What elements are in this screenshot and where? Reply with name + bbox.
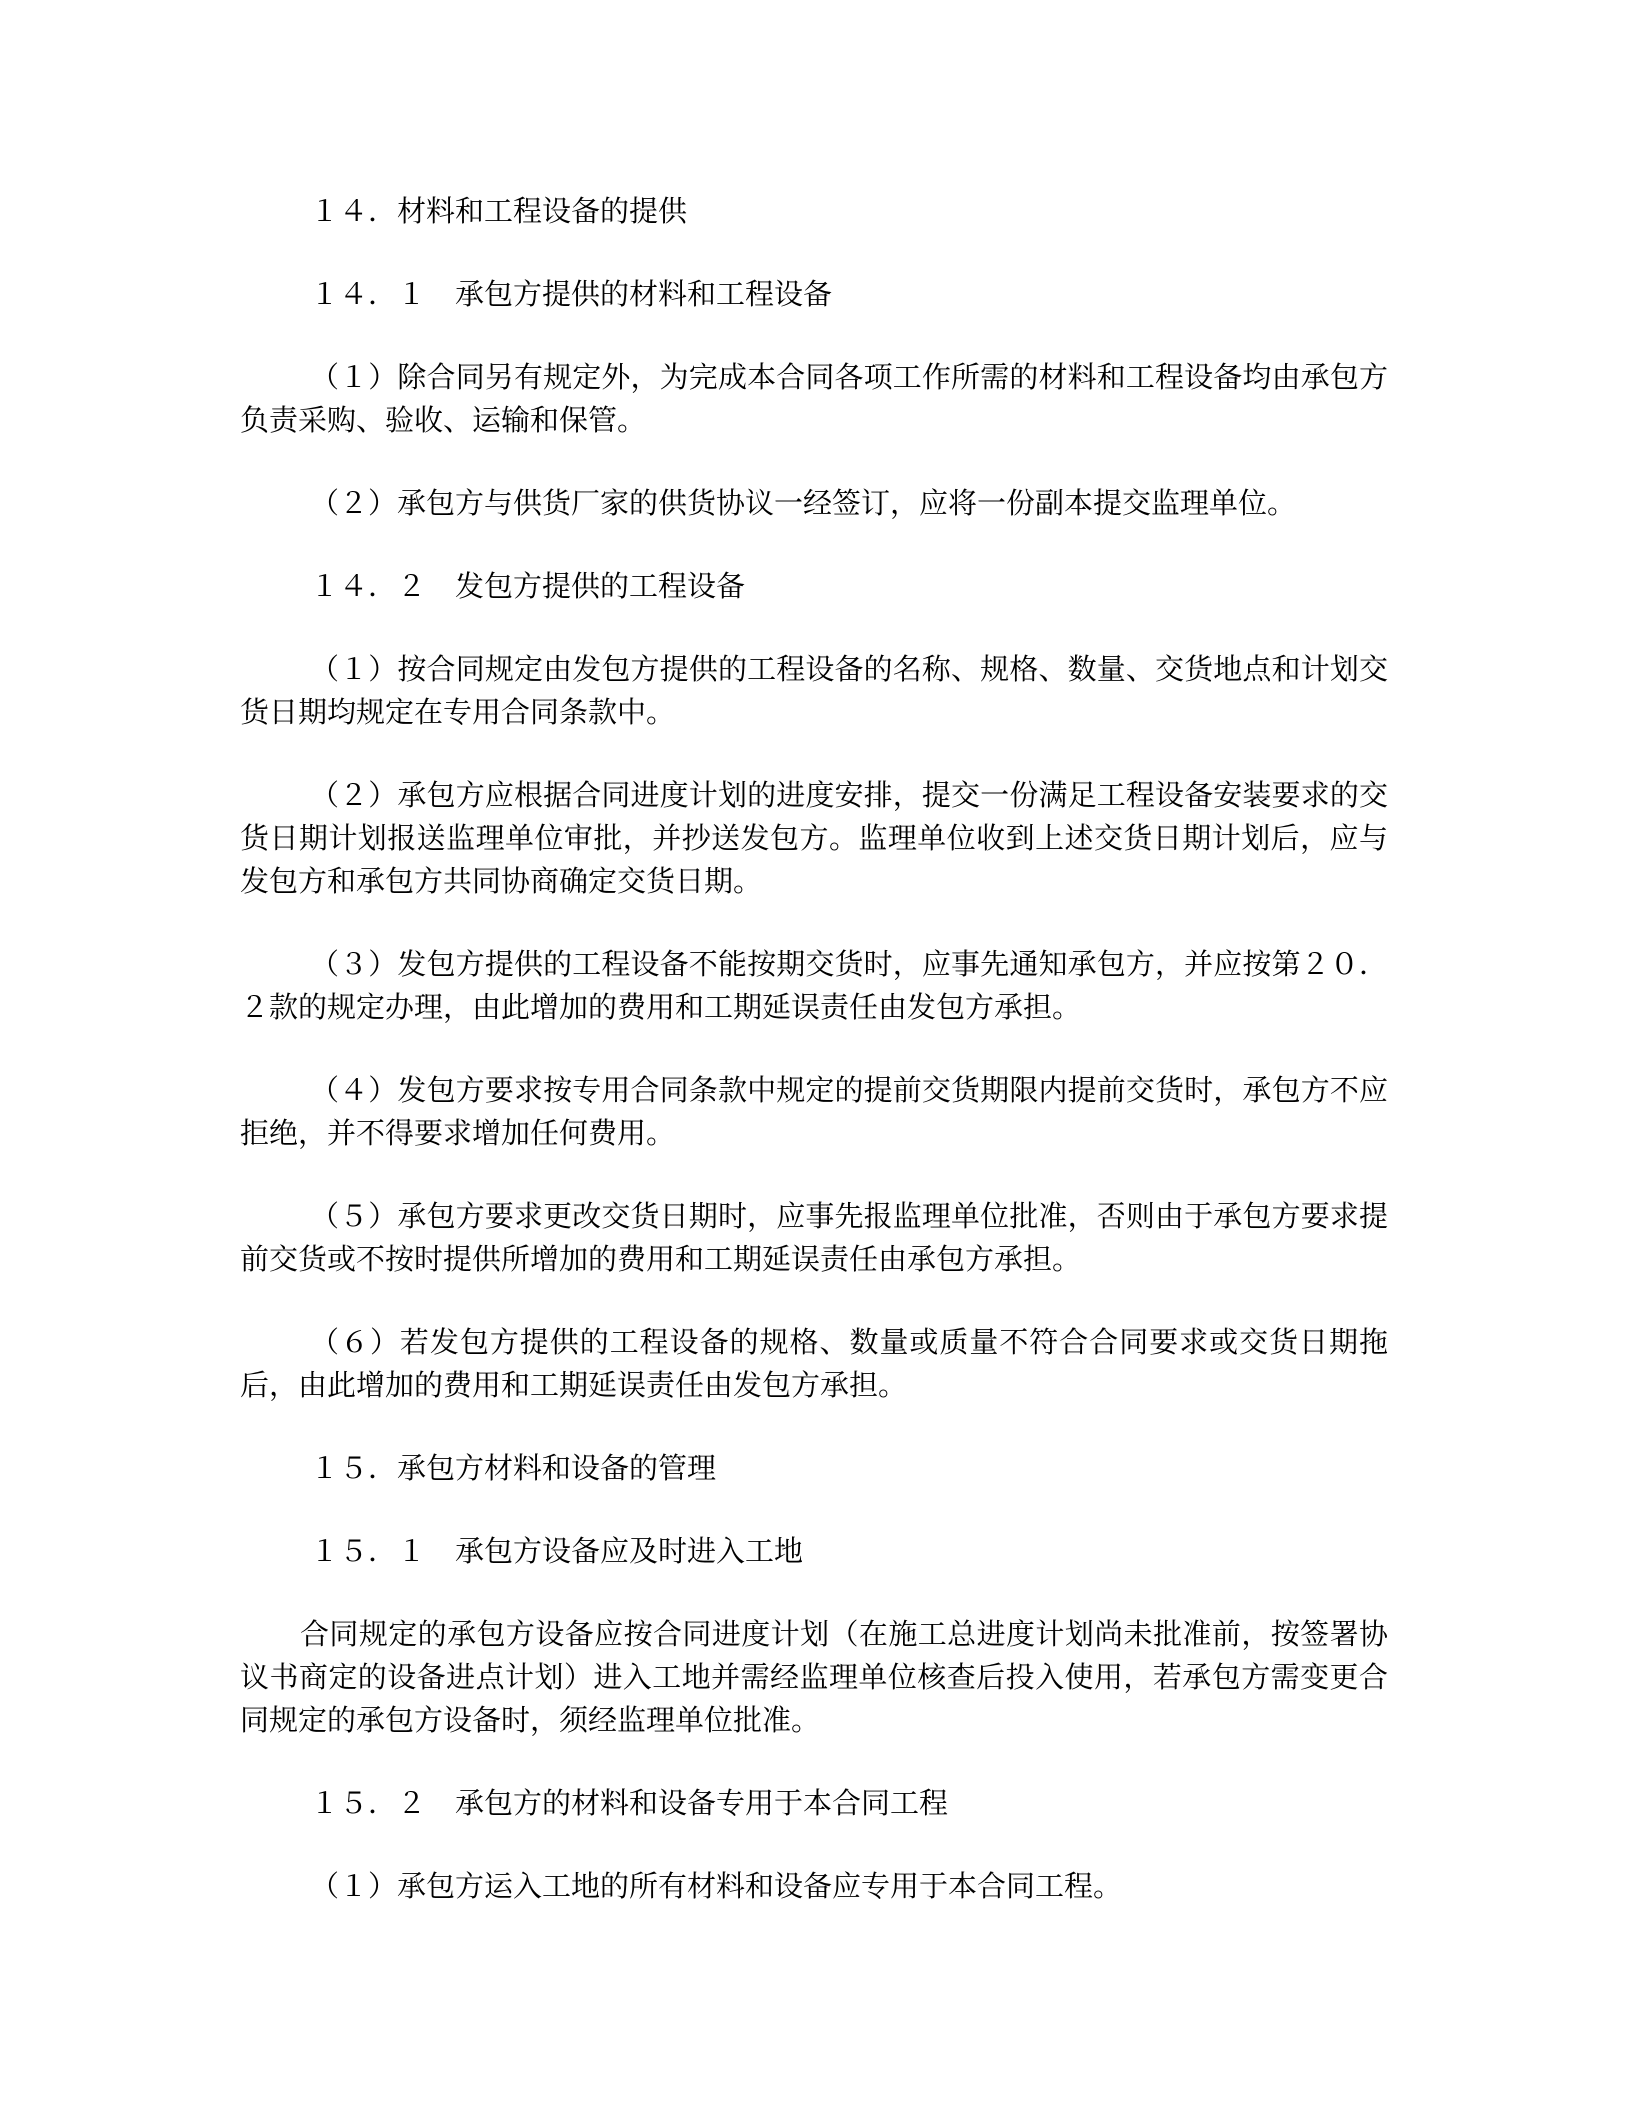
section-heading-15: １５．承包方材料和设备的管理 — [310, 1451, 717, 1485]
body-paragraph-14-2-4: （４）发包方要求按专用合同条款中规定的提前交货期限内提前交货时，承包方不应拒绝，并不得要求增加任何费用。 — [240, 1073, 1388, 1150]
document-page — [240, 190, 1388, 1948]
body-paragraph-14-2-5: （５）承包方要求更改交货日期时，应事先报监理单位批准，否则由于承包方要求提前交货或不按时提供所增加的费用和工期延误责任由承包方承担。 — [240, 1199, 1388, 1276]
subsection-heading-15-2: １５．２ 承包方的材料和设备专用于本合同工程 — [310, 1786, 949, 1820]
subsection-heading-14-1: １４．１ 承包方提供的材料和工程设备 — [310, 277, 833, 311]
subsection-heading-15-1: １５．１ 承包方设备应及时进入工地 — [310, 1534, 804, 1568]
body-paragraph-14-2-2: （２）承包方应根据合同进度计划的进度安排，提交一份满足工程设备安装要求的交货日期计划报送监理单位审批，并抄送发包方。监理单位收到上述交货日期计划后，应与发包方和承包方共同协商确定交货日期。 — [240, 778, 1388, 898]
section-heading-14: １４．材料和工程设备的提供 — [310, 194, 688, 228]
body-paragraph-14-1-2: （２）承包方与供货厂家的供货协议一经签订，应将一份副本提交监理单位。 — [310, 486, 1297, 520]
subsection-heading-14-2: １４．２ 发包方提供的工程设备 — [310, 569, 746, 603]
body-paragraph-14-2-3: （３）发包方提供的工程设备不能按期交货时，应事先通知承包方，并应按第２０．２款的规定办理，由此增加的费用和工期延误责任由发包方承担。 — [240, 947, 1388, 1024]
body-paragraph-14-1-1: （１）除合同另有规定外，为完成本合同各项工作所需的材料和工程设备均由承包方负责采购、验收、运输和保管。 — [240, 360, 1388, 437]
body-paragraph-14-2-1: （１）按合同规定由发包方提供的工程设备的名称、规格、数量、交货地点和计划交货日期均规定在专用合同条款中。 — [240, 652, 1388, 729]
body-paragraph-15-1: 合同规定的承包方设备应按合同进度计划（在施工总进度计划尚未批准前，按签署协议书商定的设备进点计划）进入工地并需经监理单位核查后投入使用，若承包方需变更合同规定的承包方设备时，须经监理单位批准。 — [240, 1617, 1388, 1737]
body-paragraph-15-2-1: （１）承包方运入工地的所有材料和设备应专用于本合同工程。 — [310, 1869, 1123, 1903]
body-paragraph-14-2-6: （６）若发包方提供的工程设备的规格、数量或质量不符合合同要求或交货日期拖后，由此增加的费用和工期延误责任由发包方承担。 — [240, 1325, 1388, 1402]
